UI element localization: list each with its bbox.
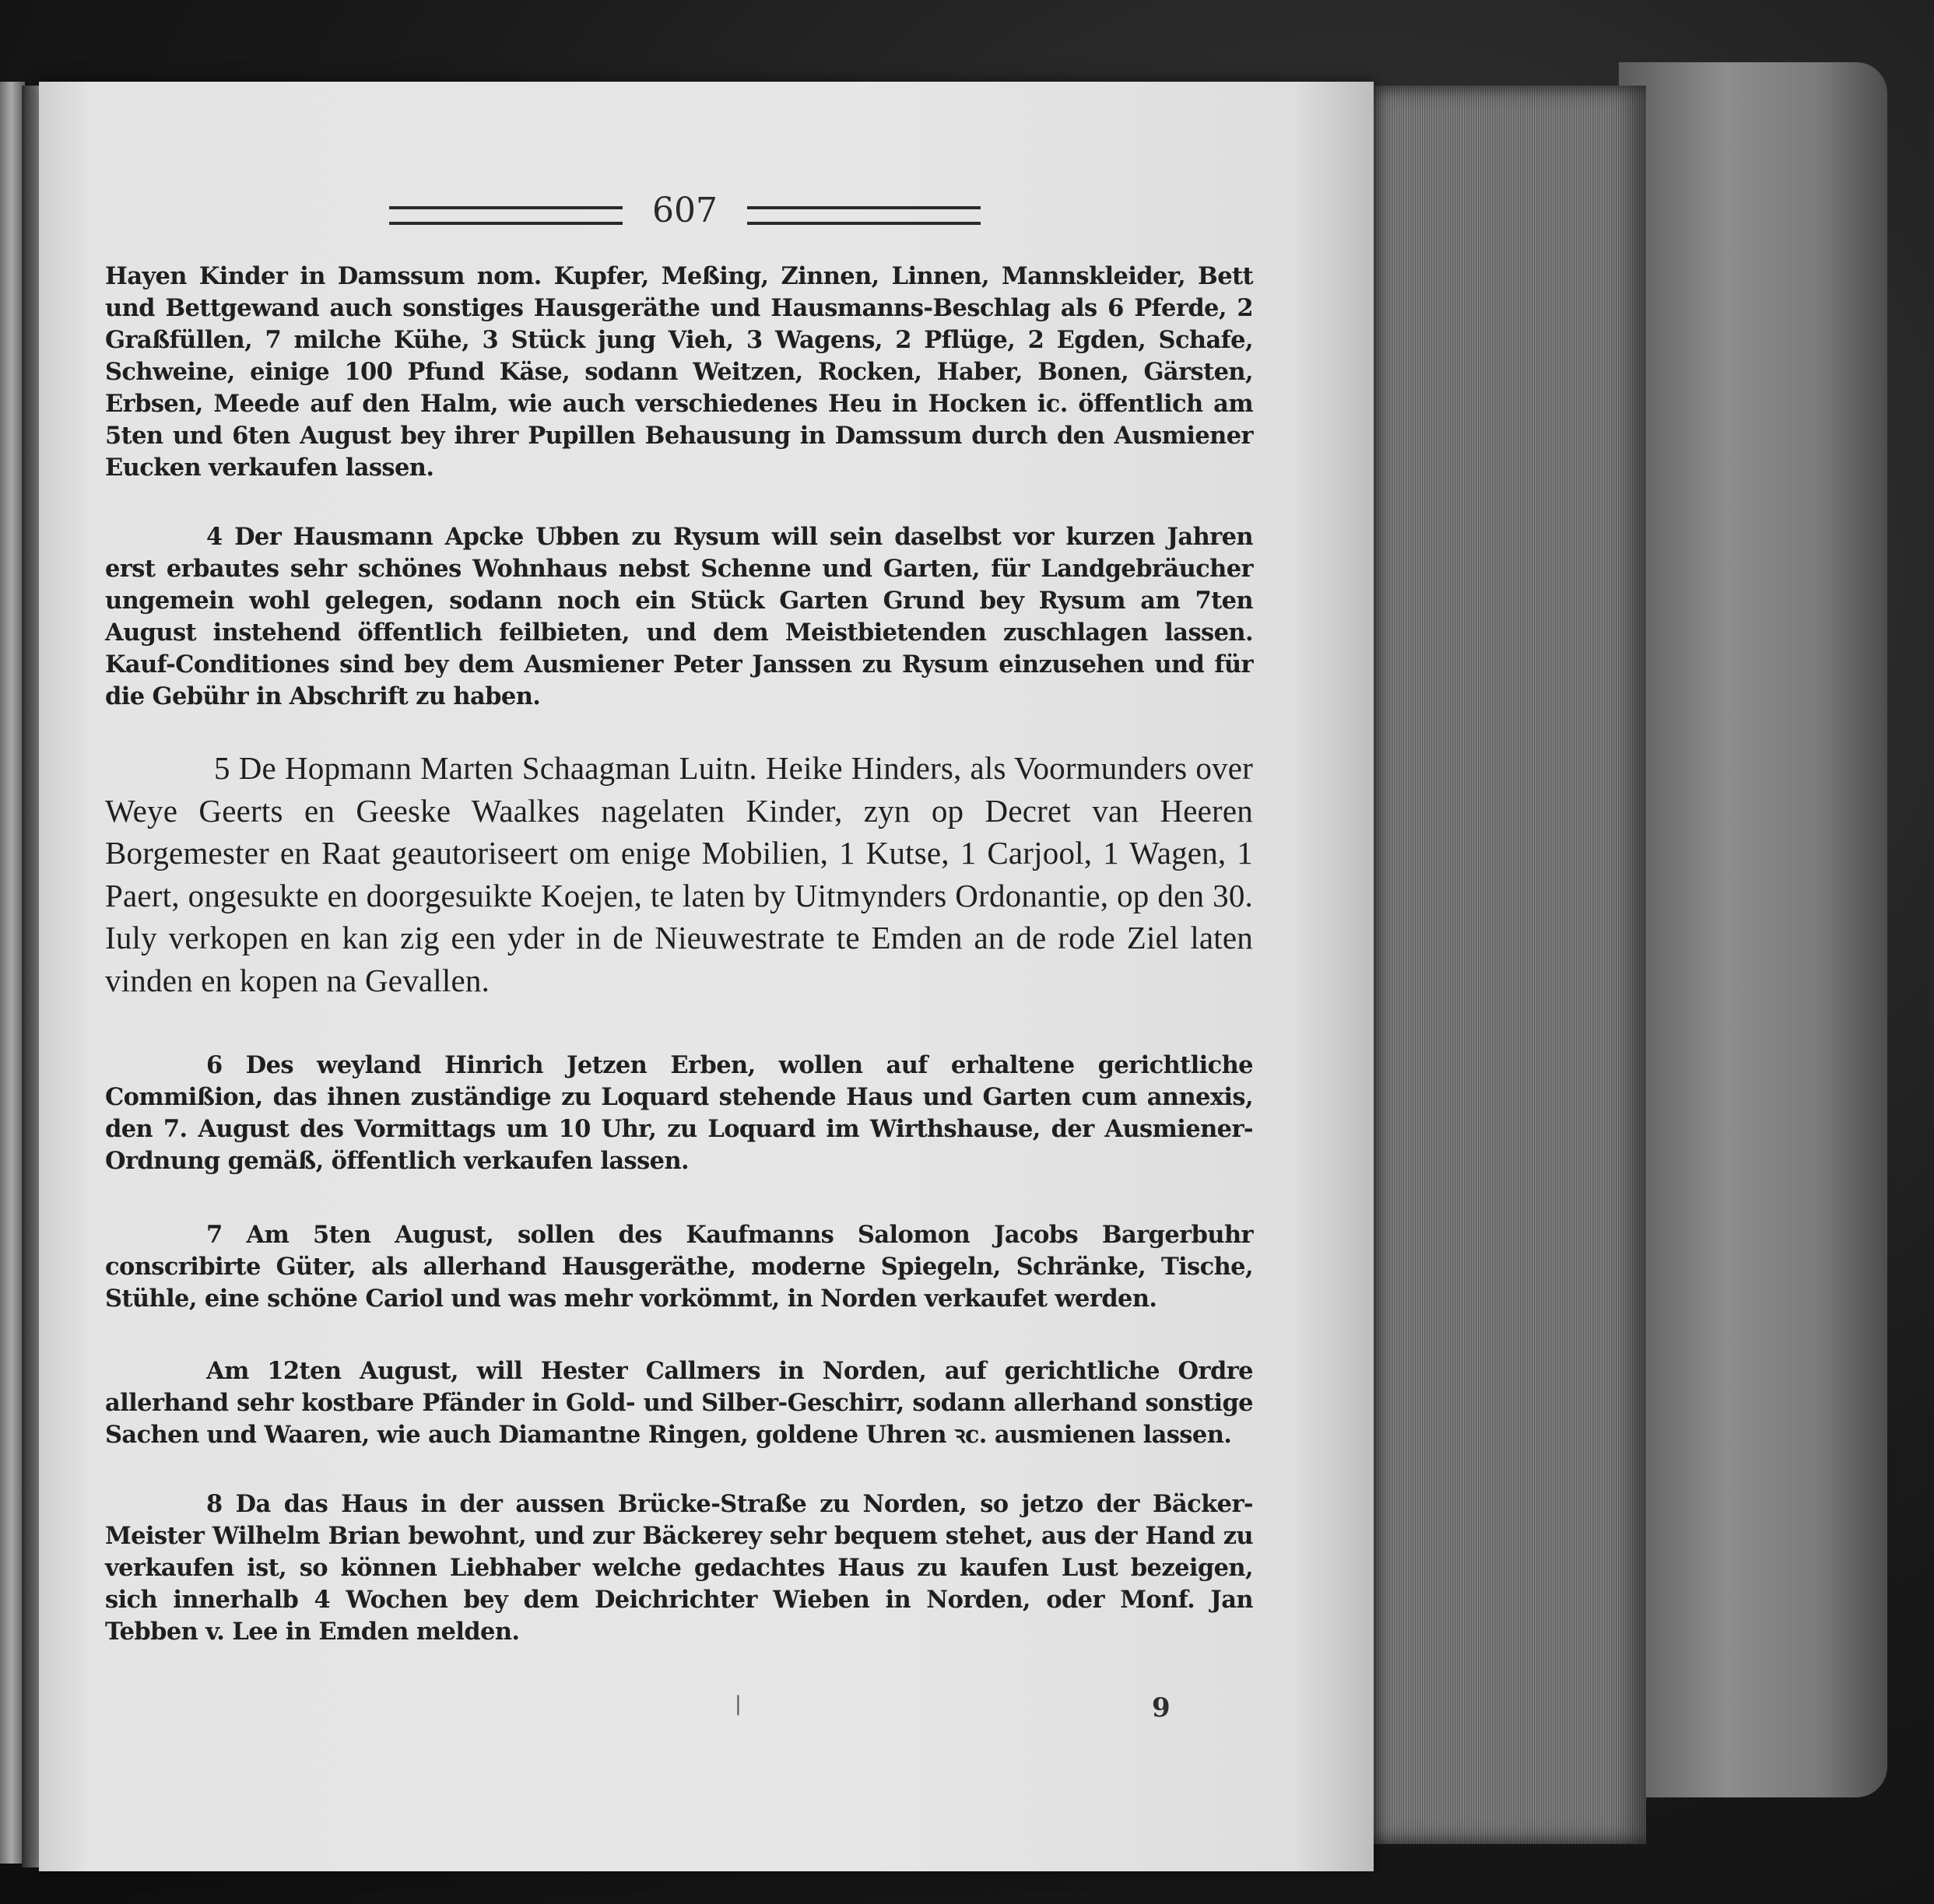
book-page <box>39 82 1374 1871</box>
page-number: 607 <box>652 191 718 230</box>
paragraph-2: 4 Der Hausmann Apcke Ubben zu Rysum will sein daselbst vor kurzen Jahren erst erbautes sehr schönes Wohnhaus nebst Schenne und Garten, für Landgebräucher ungemein wohl gelegen, sodann noch ein Stück Garten Grund bey Rysum am 7ten August instehend öffentlich feilbieten, und dem Meistbietenden zuschlagen lassen. Kauf-Conditiones sind bey dem Ausmiener Peter Janssen zu Rysum einzusehen und für die Gebühr in Abschrift zu haben. <box>105 523 1253 710</box>
book-cover-board <box>1619 62 1887 1797</box>
paragraph-3: 5 De Hopmann Marten Schaagman Luitn. Heike Hinders, als Voormunders over Weye Geerts en Geeske Waalkes nagelaten Kinder, zyn op Decret van Heeren Borgemester en Raat geautoriseert om enige Mobilien, 1 Kutse, 1 Carjool, 1 Wagen, 1 Paert, ongesukte en doorgesuikte Koejen, te laten by Uitmynders Ordonantie, op den 30. Iuly verkopen en kan zig een yder in de Nieuwestrate te Emden an de rode Ziel laten vinden en kopen na Gevallen. <box>105 750 1253 998</box>
header-rule-left <box>389 206 623 225</box>
page-body <box>105 261 1253 1648</box>
paragraph-6: Am 12ten August, will Hester Callmers in Norden, auf gerichtliche Ordre allerhand sehr kostbare Pfänder in Gold- und Silber-Geschirr, sodann allerhand sonstige Sachen und Waaren, wie auch Diamantne Ringen, goldene Uhren ꝛc. ausmienen lassen. <box>105 1357 1253 1449</box>
paragraph-4: 6 Des weyland Hinrich Jetzen Erben, wollen auf erhaltene gerichtliche Commißion, das ihnen zuständige zu Loquard stehende Haus und Garten cum annexis, den 7. August des Vormittags um 10 Uhr, zu Loquard im Wirthshause, der Ausmiener-Ordnung gemäß, öffentlich verkaufen lassen. <box>105 1051 1253 1175</box>
paragraph-7: 8 Da das Haus in der aussen Brücke-Straße zu Norden, so jetzo der Bäcker-Meister Wilhelm Brian bewohnt, und zur Bäckerey sehr bequem stehet, aus der Hand zu verkaufen ist, so können Liebhaber welche gedachtes Haus zu kaufen Lust bezeigen, sich innerhalb 4 Wochen bey dem Deichrichter Wieben in Norden, oder Monf. Jan Tebben v. Lee in Emden melden. <box>105 1490 1253 1646</box>
page-fore-edges <box>1366 86 1646 1844</box>
page-header <box>350 191 1020 237</box>
paragraph-1: Hayen Kinder in Damssum nom. Kupfer, Meßing, Zinnen, Linnen, Mannskleider, Bett und Bettgewand auch sonstiges Hausgeräthe und Hausmanns-Beschlag als 6 Pferde, 2 Graßfüllen, 7 milche Kühe, 3 Stück jung Vieh, 3 Wagens, 2 Pflüge, 2 Egden, Schafe, Schweine, einige 100 Pfund Käse, sodann Weitzen, Rocken, Haber, Bonen, Gärsten, Erbsen, Meede auf den Halm, wie auch verschiedenes Heu in Hocken ic. öffentlich am 5ten und 6ten August bey ihrer Pupillen Behausung in Damssum durch den Ausmiener Eucken verkaufen lassen. <box>105 262 1253 482</box>
signature-number: 9 <box>1152 1692 1171 1723</box>
header-rule-right <box>747 206 981 225</box>
paragraph-5: 7 Am 5ten August, sollen des Kaufmanns Salomon Jacobs Bargerbuhr conscribirte Güter, als allerhand Hausgeräthe, moderne Spiegeln, Schränke, Tische, Stühle, eine schöne Cariol und was mehr vorkömmt, in Norden verkaufet werden. <box>105 1221 1253 1313</box>
signature-mark: ᛁ <box>732 1692 745 1718</box>
